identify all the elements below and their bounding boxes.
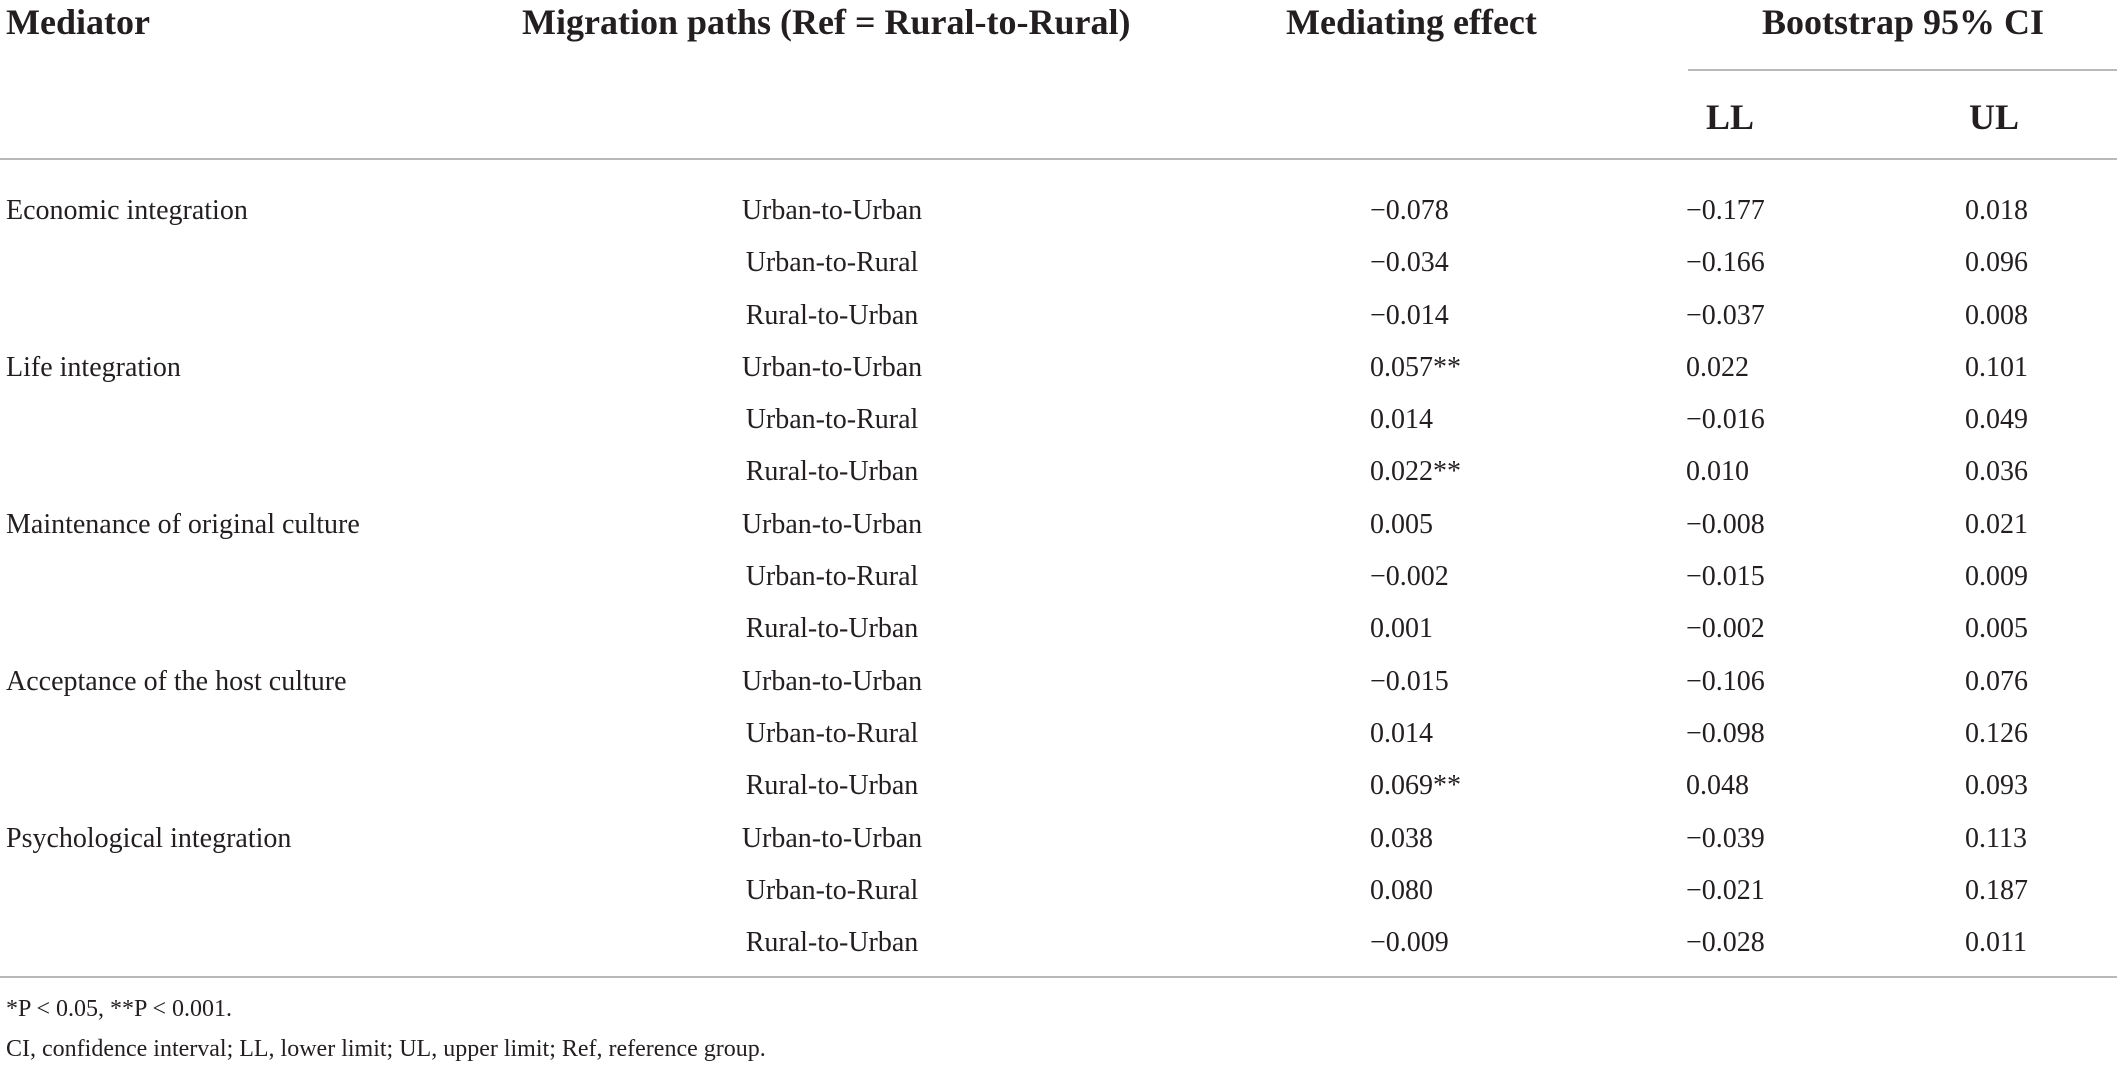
cell-migration-path: Urban-to-Rural <box>745 247 919 279</box>
cell-upper-limit: 0.049 <box>1965 404 2028 436</box>
cell-mediating-effect: 0.005 <box>1370 508 1433 540</box>
cell-lower-limit: −0.002 <box>1686 613 1765 645</box>
cell-mediating-effect: 0.057** <box>1370 351 1461 383</box>
ci-spanner-rule <box>1688 69 2117 71</box>
cell-mediating-effect: −0.014 <box>1370 299 1449 331</box>
cell-mediating-effect: −0.002 <box>1370 561 1449 593</box>
cell-mediating-effect: −0.078 <box>1370 195 1449 226</box>
cell-lower-limit: −0.106 <box>1686 665 1765 697</box>
cell-mediating-effect: 0.069** <box>1370 770 1461 802</box>
table-row <box>0 917 2117 969</box>
cell-mediating-effect: −0.015 <box>1370 665 1449 697</box>
cell-upper-limit: 0.018 <box>1965 195 2028 226</box>
cell-lower-limit: 0.010 <box>1686 456 1749 488</box>
table-row <box>0 446 2117 498</box>
cell-migration-path: Rural-to-Urban <box>745 770 919 802</box>
cell-upper-limit: 0.021 <box>1965 508 2028 540</box>
cell-mediating-effect: 0.014 <box>1370 404 1433 436</box>
cell-upper-limit: 0.076 <box>1965 665 2028 697</box>
cell-upper-limit: 0.113 <box>1965 822 2027 854</box>
cell-lower-limit: −0.016 <box>1686 404 1765 436</box>
cell-mediating-effect: 0.001 <box>1370 613 1433 645</box>
cell-migration-path: Rural-to-Urban <box>745 456 919 488</box>
table-row <box>0 290 2117 342</box>
cell-migration-path: Urban-to-Rural <box>745 561 919 593</box>
table-row <box>0 656 2117 708</box>
header-bottom-rule <box>0 158 2117 160</box>
cell-mediator: Maintenance of original culture <box>6 508 360 540</box>
table-row <box>0 342 2117 394</box>
cell-upper-limit: 0.093 <box>1965 770 2028 802</box>
cell-mediating-effect: 0.014 <box>1370 717 1433 749</box>
cell-upper-limit: 0.096 <box>1965 247 2028 279</box>
footnote-abbreviations: CI, confidence interval; LL, lower limit; UL, upper limit; Ref, reference group. <box>6 1036 766 1062</box>
header-bootstrap-ci: Bootstrap 95% CI <box>1762 2 2045 42</box>
cell-migration-path: Urban-to-Rural <box>745 717 919 749</box>
cell-migration-path: Urban-to-Urban <box>741 351 923 383</box>
footnote-significance: *P < 0.05, **P < 0.001. <box>6 996 232 1022</box>
cell-upper-limit: 0.187 <box>1965 874 2028 906</box>
cell-migration-path: Rural-to-Urban <box>745 299 919 331</box>
table-row <box>0 813 2117 865</box>
cell-upper-limit: 0.011 <box>1965 927 2027 959</box>
cell-lower-limit: −0.166 <box>1686 247 1765 279</box>
table-row <box>0 865 2117 917</box>
cell-mediating-effect: 0.022** <box>1370 456 1461 488</box>
cell-lower-limit: 0.022 <box>1686 351 1749 383</box>
cell-migration-path: Urban-to-Urban <box>741 508 923 540</box>
table-body <box>0 185 2117 969</box>
cell-migration-path: Urban-to-Urban <box>741 822 923 854</box>
table-row <box>0 603 2117 655</box>
cell-lower-limit: −0.021 <box>1686 874 1765 906</box>
cell-mediating-effect: 0.080 <box>1370 874 1433 906</box>
cell-mediator: Economic integration <box>6 195 248 226</box>
table-row <box>0 551 2117 603</box>
cell-upper-limit: 0.009 <box>1965 561 2028 593</box>
cell-lower-limit: −0.008 <box>1686 508 1765 540</box>
cell-mediator: Acceptance of the host culture <box>6 665 347 697</box>
cell-mediator: Life integration <box>6 351 181 383</box>
cell-upper-limit: 0.005 <box>1965 613 2028 645</box>
table-row <box>0 708 2117 760</box>
cell-migration-path: Rural-to-Urban <box>745 927 919 959</box>
cell-migration-path: Urban-to-Urban <box>741 665 923 697</box>
header-mediating-effect: Mediating effect <box>1286 2 1537 42</box>
table-row <box>0 760 2117 812</box>
cell-mediator: Psychological integration <box>6 822 292 854</box>
header-migration-paths: Migration paths (Ref = Rural-to-Rural) <box>522 2 1131 42</box>
cell-upper-limit: 0.036 <box>1965 456 2028 488</box>
table-bottom-rule <box>0 976 2117 978</box>
header-ll: LL <box>1706 97 1755 137</box>
cell-lower-limit: 0.048 <box>1686 770 1749 802</box>
cell-migration-path: Urban-to-Rural <box>745 404 919 436</box>
header-ul: UL <box>1969 97 2020 137</box>
cell-mediating-effect: −0.034 <box>1370 247 1449 279</box>
cell-mediating-effect: −0.009 <box>1370 927 1449 959</box>
cell-lower-limit: −0.037 <box>1686 299 1765 331</box>
cell-lower-limit: −0.098 <box>1686 717 1765 749</box>
cell-lower-limit: −0.028 <box>1686 927 1765 959</box>
table-row <box>0 394 2117 446</box>
cell-mediating-effect: 0.038 <box>1370 822 1433 854</box>
cell-lower-limit: −0.015 <box>1686 561 1765 593</box>
cell-upper-limit: 0.008 <box>1965 299 2028 331</box>
table-row <box>0 237 2117 289</box>
cell-migration-path: Rural-to-Urban <box>745 613 919 645</box>
cell-upper-limit: 0.126 <box>1965 717 2028 749</box>
header-mediator: Mediator <box>6 2 150 42</box>
cell-lower-limit: −0.039 <box>1686 822 1765 854</box>
table-row <box>0 499 2117 551</box>
cell-lower-limit: −0.177 <box>1686 195 1765 226</box>
cell-migration-path: Urban-to-Urban <box>741 195 923 226</box>
table-row <box>0 185 2117 237</box>
cell-upper-limit: 0.101 <box>1965 351 2028 383</box>
cell-migration-path: Urban-to-Rural <box>745 874 919 906</box>
